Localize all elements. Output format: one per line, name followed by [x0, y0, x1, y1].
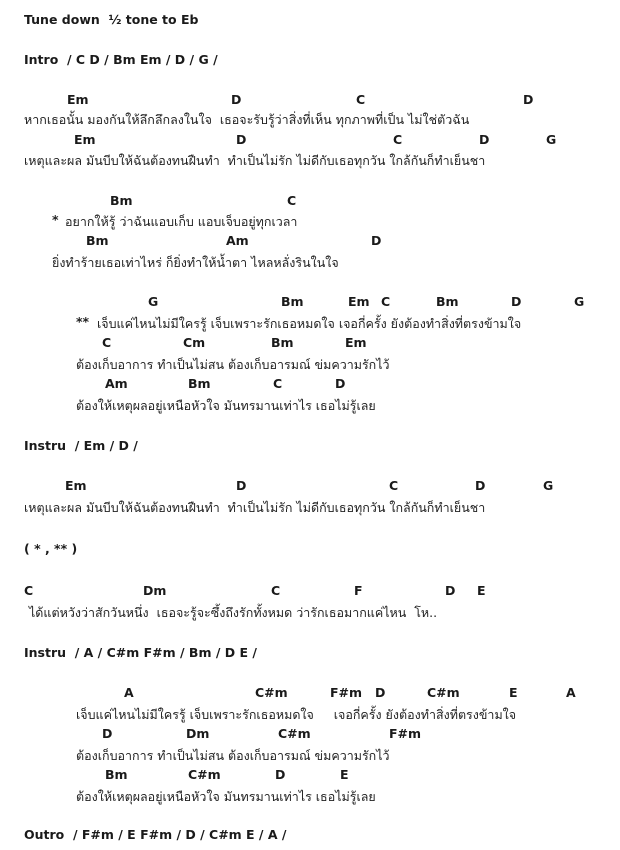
- chord: C: [271, 583, 281, 598]
- chord: Bm: [436, 294, 459, 309]
- chord: D: [475, 478, 486, 493]
- chord: Bm: [281, 294, 304, 309]
- section-marker: *: [52, 212, 59, 227]
- lyric-line: ต้องเก็บอาการ ทำเป็นไม่สน ต้องเก็บอารมณ์ ข่มความรักไว้: [76, 357, 390, 372]
- lyric-line: ต้องเก็บอาการ ทำเป็นไม่สน ต้องเก็บอารมณ์ ข่มความรักไว้: [76, 748, 390, 763]
- lyric-line: เหตุและผล มันบีบให้ฉันต้องทนฝืนทำ ทำเป็นไม่รัก ไม่ดีกับเธอทุกวัน ใกล้กันก็ทำเย็นชา: [24, 500, 486, 515]
- chord: Bm: [188, 376, 211, 391]
- chord: F: [354, 583, 363, 598]
- chord: Bm: [105, 767, 128, 782]
- chord: E: [477, 583, 486, 598]
- chord: D: [375, 685, 386, 700]
- lyric-line: เจ็บแค่ไหนไม่มีใครรู้ เจ็บเพราะรักเธอหมดใจ เจอกี่ครั้ง ยังต้องทำสิ่งที่ตรงข้ามใจ: [97, 316, 522, 331]
- lyric-line: ต้องให้เหตุผลอยู่เหนือหัวใจ มันทรมานเท่าไร เธอไม่รู้เลย: [76, 789, 376, 804]
- chord: Em: [67, 92, 89, 107]
- chord: Em: [74, 132, 96, 147]
- chord: C: [356, 92, 366, 107]
- chord: C: [393, 132, 403, 147]
- chord: D: [445, 583, 456, 598]
- chord: C#m: [278, 726, 311, 741]
- chord: D: [371, 233, 382, 248]
- chord: Cm: [183, 335, 206, 350]
- lyric-line: เจ็บแค่ไหนไม่มีใครรู้ เจ็บเพราะรักเธอหมดใจ เจอกี่ครั้ง ยังต้องทำสิ่งที่ตรงข้ามใจ: [76, 707, 517, 722]
- chord: D: [511, 294, 522, 309]
- tuning-note: Tune down ½ tone to Eb: [24, 12, 199, 27]
- chord: G: [546, 132, 557, 147]
- chord: Dm: [143, 583, 167, 598]
- section-marker: **: [76, 314, 90, 329]
- chord: Am: [226, 233, 249, 248]
- lyric-line: ยิ่งทำร้ายเธอเท่าไหร่ ก็ยิ่งทำให้น้ำตา ไหลหลั่งรินในใจ: [52, 255, 339, 270]
- lyric-line: เหตุและผล มันบีบให้ฉันต้องทนฝืนทำ ทำเป็นไม่รัก ไม่ดีกับเธอทุกวัน ใกล้กันก็ทำเย็นชา: [24, 153, 486, 168]
- chord: C#m: [427, 685, 460, 700]
- chord: D: [231, 92, 242, 107]
- chord: C: [389, 478, 399, 493]
- intro-line: Intro / C D / Bm Em / D / G /: [24, 52, 218, 67]
- chord: D: [275, 767, 286, 782]
- lyric-line: ได้แต่หวังว่าสักวันหนึ่ง เธอจะรู้จะซึ้งถึงรักทั้งหมด ว่ารักเธอมากแค่ไหน โห..: [29, 605, 438, 620]
- chord: C#m: [188, 767, 221, 782]
- chord: D: [236, 478, 247, 493]
- chord: F#m: [330, 685, 363, 700]
- chord: C#m: [255, 685, 288, 700]
- lyric-line: ต้องให้เหตุผลอยู่เหนือหัวใจ มันทรมานเท่าไร เธอไม่รู้เลย: [76, 398, 376, 413]
- chord: D: [479, 132, 490, 147]
- chord: G: [543, 478, 554, 493]
- chord: C: [24, 583, 34, 598]
- chord: C: [273, 376, 283, 391]
- chord: A: [566, 685, 576, 700]
- chord: A: [124, 685, 134, 700]
- chord: Bm: [86, 233, 109, 248]
- chord: Bm: [271, 335, 294, 350]
- chord: F#m: [389, 726, 422, 741]
- lyric-line: อยากให้รู้ ว่าฉันแอบเก็บ แอบเจ็บอยู่ทุกเวลา: [65, 214, 298, 229]
- repeat-marker: ( * , ** ): [24, 541, 78, 556]
- chord: D: [523, 92, 534, 107]
- chord: E: [340, 767, 349, 782]
- chord: C: [381, 294, 391, 309]
- chord: C: [287, 193, 297, 208]
- outro-line: Outro / F#m / E F#m / D / C#m E / A /: [24, 827, 287, 842]
- chord: Em: [348, 294, 370, 309]
- chord: D: [335, 376, 346, 391]
- chord: E: [509, 685, 518, 700]
- chord: Bm: [110, 193, 133, 208]
- instru-line: Instru / Em / D /: [24, 438, 138, 453]
- instru-line: Instru / A / C#m F#m / Bm / D E /: [24, 645, 257, 660]
- chord: C: [102, 335, 112, 350]
- lyric-line: หากเธอนั้น มองกันให้ลึกลึกลงในใจ เธอจะรับรู้ว่าสิ่งที่เห็น ทุกภาพที่เป็น ไม่ใช่ตัวฉัน: [24, 112, 470, 127]
- chord: Em: [65, 478, 87, 493]
- chord: G: [148, 294, 159, 309]
- chord: D: [102, 726, 113, 741]
- chord: Am: [105, 376, 128, 391]
- chord: G: [574, 294, 585, 309]
- chord: Em: [345, 335, 367, 350]
- chord: Dm: [186, 726, 210, 741]
- chord: D: [236, 132, 247, 147]
